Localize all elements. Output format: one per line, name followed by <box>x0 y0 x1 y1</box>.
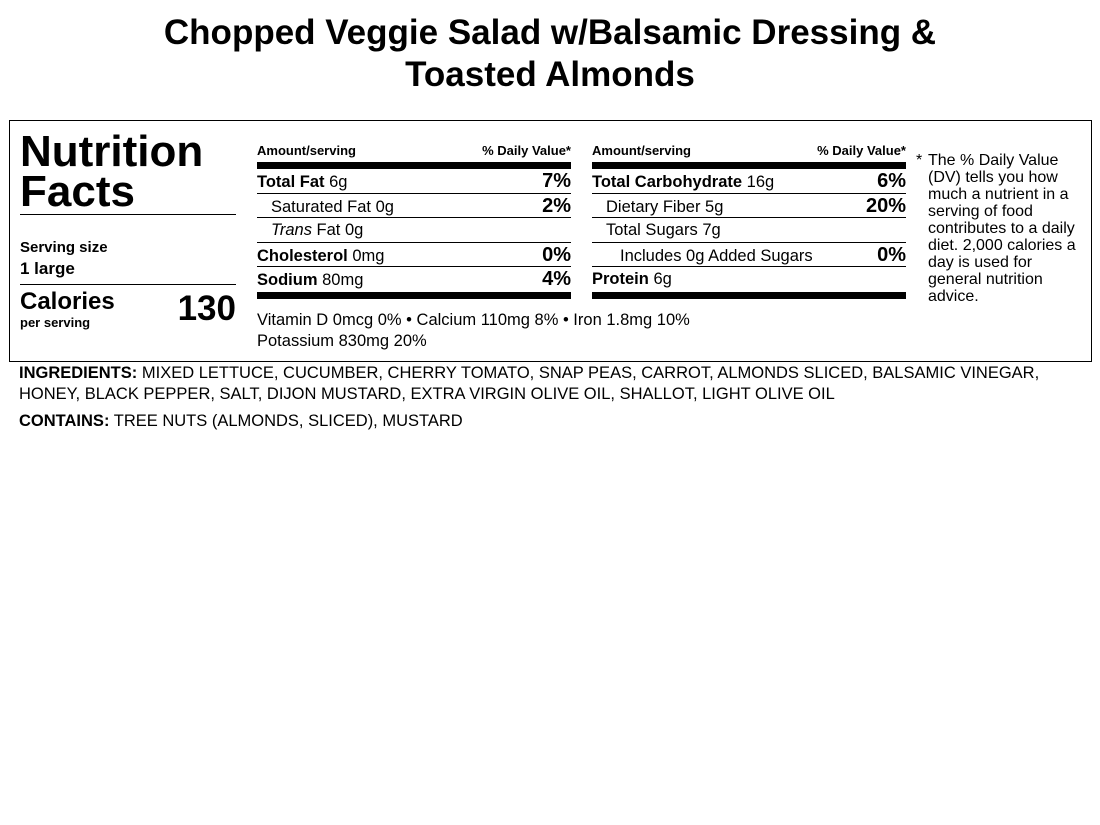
column-header <box>257 143 571 162</box>
nutrient-amount: 6g <box>329 173 348 191</box>
nutrient-dv: 6% <box>877 170 906 192</box>
nutrient-amount: Fat 0g <box>316 221 364 239</box>
nutrient-row-sodium <box>257 267 571 292</box>
nutrient-dv: 2% <box>542 194 571 217</box>
contains-label: CONTAINS: <box>19 412 110 430</box>
heading-line2: Facts <box>20 167 135 216</box>
nutrient-amount: 5g <box>705 197 724 216</box>
footnote-asterisk: * <box>916 152 923 169</box>
nutrient-name: Trans <box>271 221 312 239</box>
nutrient-name: Total Sugars <box>606 221 698 239</box>
nutrient-name: Sodium <box>257 271 318 289</box>
nutrient-column-left <box>257 143 571 299</box>
calories-sub-label: per serving <box>20 315 91 330</box>
allergen-statement <box>19 411 1089 432</box>
nutrient-dv: 4% <box>542 268 571 290</box>
vitamins-line2: Potassium 830mg 20% <box>257 332 427 350</box>
ingredients-text: MIXED LETTUCE, CUCUMBER, CHERRY TOMATO, SNAP PEAS, CARROT, ALMONDS SLICED, BALSAMIC VINEGAR, HONEY, BLACK PEPPER, SALT, DIJON MUSTARD, EXTRA VIRGIN OLIVE OIL, SHALLOT, LIGHT OLIVE OIL <box>19 364 1040 403</box>
column-header <box>592 143 906 162</box>
nutrient-column-right <box>592 143 906 299</box>
daily-value-footnote <box>916 152 1086 305</box>
serving-size-label: Serving size <box>20 239 108 256</box>
calories-label: Calories <box>20 288 115 315</box>
thick-divider <box>592 162 906 169</box>
heading-divider <box>20 214 236 215</box>
vitamins-minerals <box>257 310 757 352</box>
amount-serving-header: Amount/serving <box>592 143 691 158</box>
nutrient-row-cholesterol <box>257 243 571 268</box>
nutrient-row-total-fat <box>257 169 571 194</box>
thick-divider <box>257 162 571 169</box>
ingredients-label: INGREDIENTS: <box>19 364 138 382</box>
nutrient-amount: 0mg <box>352 246 385 265</box>
footnote-text: The % Daily Value (DV) tells you how much a nutrient in a serving of food contributes to a daily diet. 2,000 calories a day is used for general nutrition advice. <box>928 152 1076 305</box>
nutrition-facts-heading <box>20 127 236 216</box>
nutrient-amount: 6g <box>653 270 672 288</box>
nutrient-name: Total Carbohydrate <box>592 173 743 191</box>
amount-serving-header: Amount/serving <box>257 143 356 158</box>
nutrient-row-dietary-fiber <box>592 194 906 219</box>
nutrient-row-protein <box>592 267 906 292</box>
serving-size-value: 1 large <box>20 259 75 278</box>
nutrient-row-added-sugars <box>592 243 906 268</box>
nutrient-row-trans-fat <box>257 218 571 243</box>
nutrient-amount: 80mg <box>322 271 364 289</box>
contains-text: TREE NUTS (ALMONDS, SLICED), MUSTARD <box>113 412 463 430</box>
nutrient-amount: 16g <box>746 173 775 191</box>
ingredients-statement <box>19 363 1089 405</box>
nutrient-name: Dietary Fiber <box>606 197 701 216</box>
serving-divider <box>20 284 236 285</box>
thick-divider <box>257 292 571 299</box>
calories-value: 130 <box>177 289 236 328</box>
nutrition-label <box>9 120 1092 362</box>
product-title-line2: Toasted Almonds <box>405 55 695 94</box>
nutrient-amount: 0g <box>375 197 394 216</box>
nutrient-row-total-carbohydrate <box>592 169 906 194</box>
thick-divider <box>592 292 906 299</box>
nutrient-amount: 7g <box>702 221 721 239</box>
nutrient-dv: 0% <box>542 243 571 266</box>
nutrient-dv: 7% <box>542 170 571 192</box>
nutrient-dv: 0% <box>877 243 906 266</box>
nutrient-name: Cholesterol <box>257 246 348 265</box>
nutrient-name: Protein <box>592 270 649 288</box>
daily-value-header: % Daily Value* <box>482 143 571 158</box>
vitamins-line1: Vitamin D 0mcg 0% • Calcium 110mg 8% • Iron 1.8mg 10% <box>257 311 690 329</box>
nutrient-row-saturated-fat <box>257 194 571 219</box>
nutrient-name: Saturated Fat <box>271 197 371 216</box>
nutrient-name: Includes 0g Added Sugars <box>620 246 813 265</box>
heading-line1: Nutrition <box>20 127 204 176</box>
product-title-line1: Chopped Veggie Salad w/Balsamic Dressing & <box>163 13 937 52</box>
nutrient-name: Total Fat <box>257 173 325 191</box>
daily-value-header: % Daily Value* <box>817 143 906 158</box>
product-title <box>0 12 1100 96</box>
nutrient-dv: 20% <box>865 194 906 217</box>
nutrient-row-total-sugars <box>592 218 906 243</box>
